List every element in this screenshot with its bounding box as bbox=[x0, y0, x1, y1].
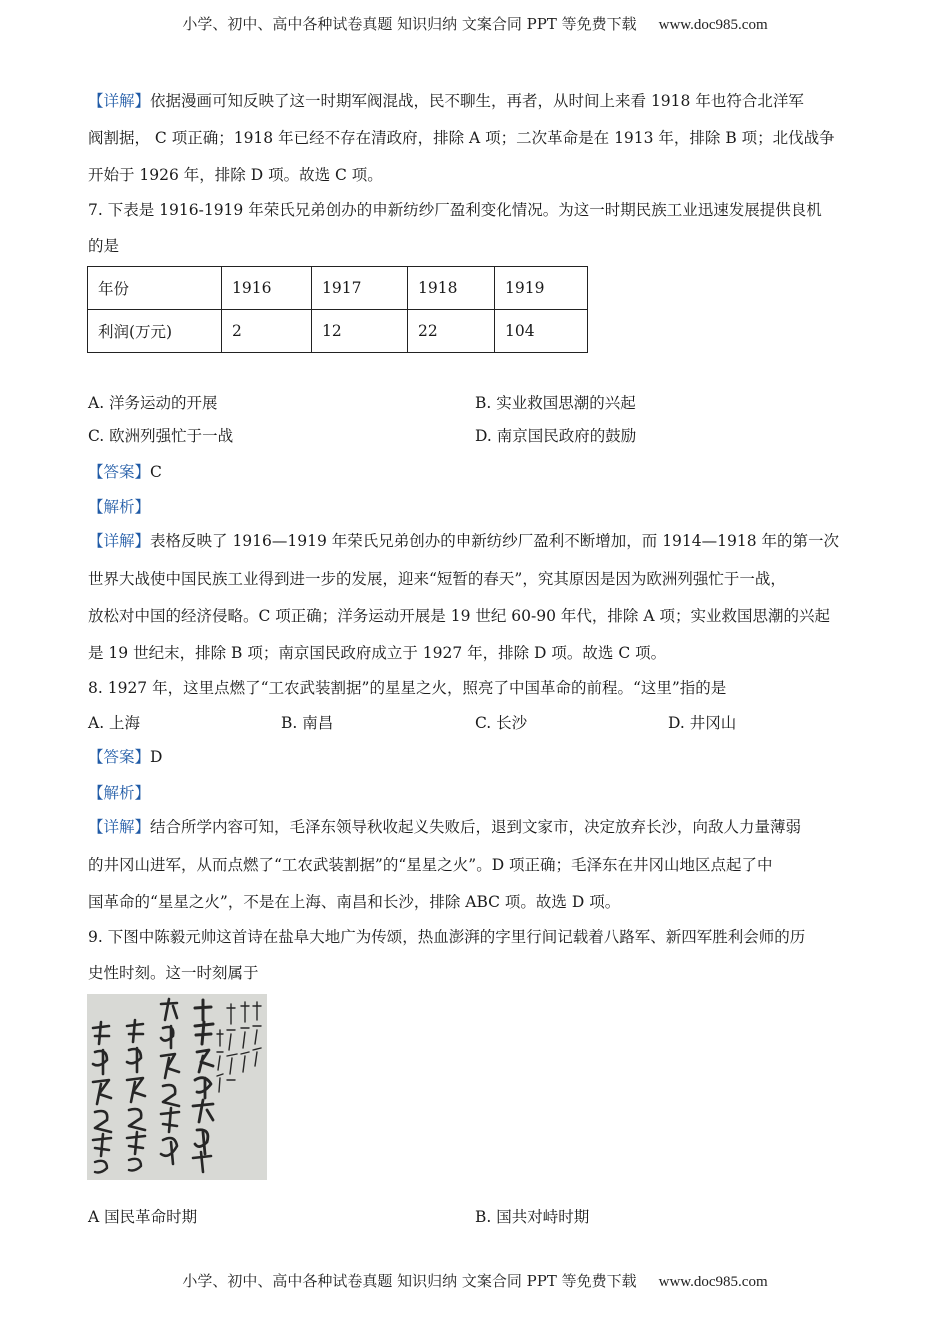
page-footer bbox=[0, 1270, 950, 1291]
table-cell: 1917 bbox=[312, 267, 408, 310]
table-cell: 年份 bbox=[88, 267, 222, 310]
table-cell: 1919 bbox=[495, 267, 588, 310]
q7-option-c: C. 欧洲列强忙于一战 bbox=[88, 427, 234, 445]
table-cell: 利润(万元) bbox=[88, 310, 222, 353]
table-cell: 1918 bbox=[408, 267, 495, 310]
q9-stem-line-1: 9. 下图中陈毅元帅这首诗在盐阜大地广为传颂，热血澎湃的字里行间记载着八路军、新四军胜利会师的历 bbox=[88, 928, 806, 946]
q9-option-b: B. 国共对峙时期 bbox=[475, 1208, 590, 1226]
q7-detail-line-1: 【详解】表格反映了 1916—1919 年荣氏兄弟创办的申新纺纱厂盈利不断增加，而 1914—1918 年的第一次 bbox=[88, 532, 840, 550]
q7-detail-line-3: 放松对中国的经济侵略。C 项正确；洋务运动开展是 19 世纪 60-90 年代，排除 A 项；实业救国思潮的兴起 bbox=[88, 607, 830, 625]
q8-detail-line-1: 【详解】结合所学内容可知，毛泽东领导秋收起义失败后，退到文家市，决定放弃长沙，向敌人力量薄弱 bbox=[88, 818, 802, 836]
q6-detail-line-1: 【详解】依据漫画可知反映了这一时期军阀混战，民不聊生，再者，从时间上来看 1918 年也符合北洋军 bbox=[88, 92, 804, 110]
q8-stem: 8. 1927 年，这里点燃了“工农武装割据”的星星之火，照亮了中国革命的前程。“这里”指的是 bbox=[88, 679, 727, 697]
q7-detail-line-4: 是 19 世纪末，排除 B 项；南京国民政府成立于 1927 年，排除 D 项。故选 C 项。 bbox=[88, 644, 667, 662]
footer-text: 小学、初中、高中各种试卷真题 知识归纳 文案合同 PPT 等免费下载 bbox=[182, 1272, 637, 1290]
page-header bbox=[0, 13, 950, 34]
answer-tag: 【答案】 bbox=[88, 463, 151, 481]
q7-analysis-tag: 【解析】 bbox=[88, 498, 151, 516]
q7-option-b: B. 实业救国思潮的兴起 bbox=[475, 394, 636, 412]
table-row bbox=[88, 310, 588, 353]
q8-option-d: D. 井冈山 bbox=[668, 714, 737, 732]
q8-analysis-tag: 【解析】 bbox=[88, 784, 151, 802]
q8-detail-line-2: 的井冈山进军，从而点燃了“工农武装割据”的“星星之火”。D 项正确；毛泽东在井冈山地区点起了中 bbox=[88, 856, 773, 874]
q6-detail-line-2: 阀割据， C 项正确；1918 年已经不存在清政府，排除 A 项；二次革命是在 1913 年，排除 B 项；北伐战争 bbox=[88, 129, 835, 147]
detail-tag: 【详解】 bbox=[88, 92, 151, 110]
detail-tag: 【详解】 bbox=[88, 532, 151, 550]
detail-tag: 【详解】 bbox=[88, 818, 151, 836]
footer-site[interactable]: www.doc985.com bbox=[658, 1274, 768, 1290]
calligraphy-poem-image bbox=[87, 994, 267, 1180]
header-site[interactable]: www.doc985.com bbox=[658, 17, 768, 33]
table-cell: 12 bbox=[312, 310, 408, 353]
table-cell: 1916 bbox=[222, 267, 312, 310]
answer-tag: 【答案】 bbox=[88, 748, 151, 766]
q8-option-b: B. 南昌 bbox=[281, 714, 334, 732]
q8-answer bbox=[88, 747, 162, 767]
table-cell: 2 bbox=[222, 310, 312, 353]
q9-option-a: A 国民革命时期 bbox=[88, 1208, 198, 1226]
answer-value: C bbox=[150, 463, 162, 481]
q8-option-a: A. 上海 bbox=[88, 714, 141, 732]
answer-value: D bbox=[150, 748, 163, 766]
q7-stem-line-1: 7. 下表是 1916-1919 年荣氏兄弟创办的申新纺纱厂盈利变化情况。为这一时期民族工业迅速发展提供良机 bbox=[88, 201, 822, 219]
q7-answer bbox=[88, 462, 162, 482]
calligraphy-strokes bbox=[87, 994, 267, 1180]
table-cell: 22 bbox=[408, 310, 495, 353]
table-row bbox=[88, 267, 588, 310]
profit-table bbox=[87, 266, 588, 353]
q7-option-a: A. 洋务运动的开展 bbox=[88, 394, 218, 412]
q7-stem-line-2: 的是 bbox=[88, 237, 120, 255]
q9-stem-line-2: 史性时刻。这一时刻属于 bbox=[88, 964, 259, 982]
q8-detail-line-3: 国革命的“星星之火”，不是在上海、南昌和长沙，排除 ABC 项。故选 D 项。 bbox=[88, 893, 621, 911]
q6-detail-line-3: 开始于 1926 年，排除 D 项。故选 C 项。 bbox=[88, 166, 383, 184]
header-text: 小学、初中、高中各种试卷真题 知识归纳 文案合同 PPT 等免费下载 bbox=[182, 15, 637, 33]
q8-option-c: C. 长沙 bbox=[475, 714, 528, 732]
q7-option-d: D. 南京国民政府的鼓励 bbox=[475, 427, 637, 445]
table-cell: 104 bbox=[495, 310, 588, 353]
q7-detail-line-2: 世界大战使中国民族工业得到进一步的发展，迎来“短暂的春天”，究其原因是因为欧洲列强忙于一战， bbox=[88, 570, 786, 588]
